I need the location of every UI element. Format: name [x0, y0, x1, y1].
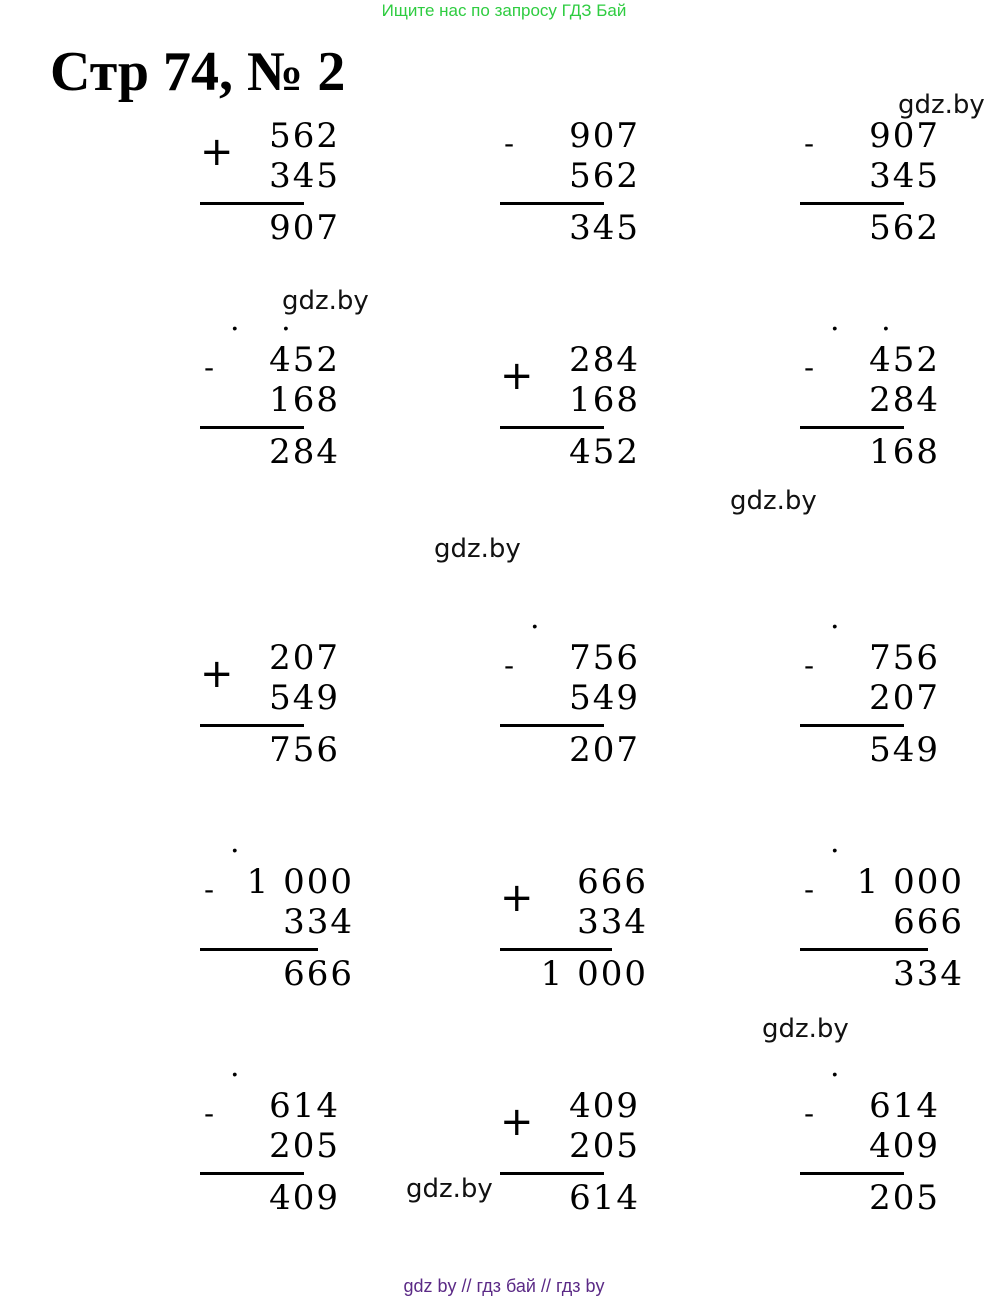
arithmetic-problem — [200, 116, 350, 276]
first-operand: 452 — [269, 340, 340, 380]
minus-sign: - — [804, 127, 815, 160]
result: 1 000 — [540, 954, 648, 994]
minus-sign: - — [504, 649, 515, 682]
sum-line — [500, 202, 604, 205]
first-operand: 409 — [569, 1086, 640, 1126]
second-operand: 549 — [269, 678, 340, 718]
second-operand: 205 — [569, 1126, 640, 1166]
second-operand: 562 — [569, 156, 640, 196]
sum-line — [800, 426, 904, 429]
plus-sign: + — [200, 651, 234, 697]
result: 345 — [569, 208, 640, 248]
arithmetic-problem — [500, 340, 650, 500]
watermark: gdz.by — [730, 486, 817, 516]
sum-line — [200, 202, 304, 205]
borrow-dots: . — [830, 601, 856, 636]
arithmetic-problem — [500, 1086, 650, 1246]
arithmetic-problem — [200, 303, 350, 500]
minus-sign: - — [204, 351, 215, 384]
arithmetic-problem — [800, 116, 950, 276]
sum-line — [200, 724, 304, 727]
first-operand: 614 — [269, 1086, 340, 1126]
sum-line — [500, 1172, 604, 1175]
minus-sign: - — [804, 873, 815, 906]
first-operand: 207 — [269, 638, 340, 678]
minus-sign: - — [804, 351, 815, 384]
result: 409 — [269, 1178, 340, 1218]
minus-sign: - — [804, 1097, 815, 1130]
sum-line — [800, 724, 904, 727]
arithmetic-problem — [500, 862, 650, 1022]
watermark: gdz.by — [434, 534, 521, 564]
second-operand: 666 — [893, 902, 964, 942]
first-operand: 614 — [869, 1086, 940, 1126]
plus-sign: + — [500, 1099, 534, 1145]
result: 756 — [269, 730, 340, 770]
first-operand: 1 000 — [246, 862, 354, 902]
second-operand: 168 — [269, 380, 340, 420]
first-operand: 284 — [569, 340, 640, 380]
plus-sign: + — [500, 875, 534, 921]
result: 549 — [869, 730, 940, 770]
first-operand: 907 — [869, 116, 940, 156]
second-operand: 284 — [869, 380, 940, 420]
minus-sign: - — [204, 873, 215, 906]
borrow-dots: . — [830, 825, 856, 860]
second-operand: 334 — [283, 902, 354, 942]
second-operand: 549 — [569, 678, 640, 718]
minus-sign: - — [504, 127, 515, 160]
watermark: gdz.by — [762, 1014, 849, 1044]
first-operand: 756 — [569, 638, 640, 678]
minus-sign: - — [804, 649, 815, 682]
sum-line — [500, 948, 612, 951]
sum-line — [800, 948, 928, 951]
minus-sign: - — [204, 1097, 215, 1130]
sum-line — [200, 426, 304, 429]
second-operand: 345 — [869, 156, 940, 196]
first-operand: 666 — [577, 862, 648, 902]
first-operand: 562 — [269, 116, 340, 156]
second-operand: 205 — [269, 1126, 340, 1166]
first-operand: 452 — [869, 340, 940, 380]
result: 562 — [869, 208, 940, 248]
result: 614 — [569, 1178, 640, 1218]
watermark: gdz.by — [406, 1174, 493, 1204]
sum-line — [200, 948, 318, 951]
borrow-dots: . — [530, 601, 556, 636]
second-operand: 168 — [569, 380, 640, 420]
plus-sign: + — [200, 129, 234, 175]
arithmetic-problem — [500, 116, 650, 276]
arithmetic-problem — [200, 638, 350, 798]
arithmetic-problem — [500, 601, 650, 798]
borrow-dots: . — [230, 825, 256, 860]
result: 205 — [869, 1178, 940, 1218]
sum-line — [200, 1172, 304, 1175]
arithmetic-problem — [200, 825, 354, 1022]
result: 168 — [869, 432, 940, 472]
sum-line — [500, 426, 604, 429]
arithmetic-problem — [200, 1049, 350, 1246]
result: 284 — [269, 432, 340, 472]
watermark: gdz.by — [898, 90, 985, 120]
result: 907 — [269, 208, 340, 248]
sum-line — [500, 724, 604, 727]
arithmetic-problem — [800, 1049, 950, 1246]
second-operand: 345 — [269, 156, 340, 196]
arithmetic-problem — [800, 303, 950, 500]
second-operand: 207 — [869, 678, 940, 718]
sum-line — [800, 202, 904, 205]
result: 666 — [283, 954, 354, 994]
plus-sign: + — [500, 353, 534, 399]
result: 452 — [569, 432, 640, 472]
footer-links[interactable]: gdz by // гдз бай // гдз by — [403, 1276, 605, 1296]
first-operand: 907 — [569, 116, 640, 156]
result: 334 — [893, 954, 964, 994]
second-operand: 334 — [577, 902, 648, 942]
borrow-dots: . — [230, 1049, 256, 1084]
top-banner-link[interactable]: Ищите нас по запросу ГДЗ Бай — [381, 1, 627, 20]
sum-line — [800, 1172, 904, 1175]
borrow-dots: . . — [830, 303, 907, 338]
borrow-dots: . — [830, 1049, 856, 1084]
first-operand: 1 000 — [856, 862, 964, 902]
arithmetic-problem — [800, 601, 950, 798]
result: 207 — [569, 730, 640, 770]
second-operand: 409 — [869, 1126, 940, 1166]
page-title: Стр 74, № 2 — [50, 41, 346, 103]
first-operand: 756 — [869, 638, 940, 678]
arithmetic-problem — [800, 825, 964, 1022]
watermark: gdz.by — [282, 286, 369, 316]
borrow-dots: . . — [230, 303, 307, 338]
